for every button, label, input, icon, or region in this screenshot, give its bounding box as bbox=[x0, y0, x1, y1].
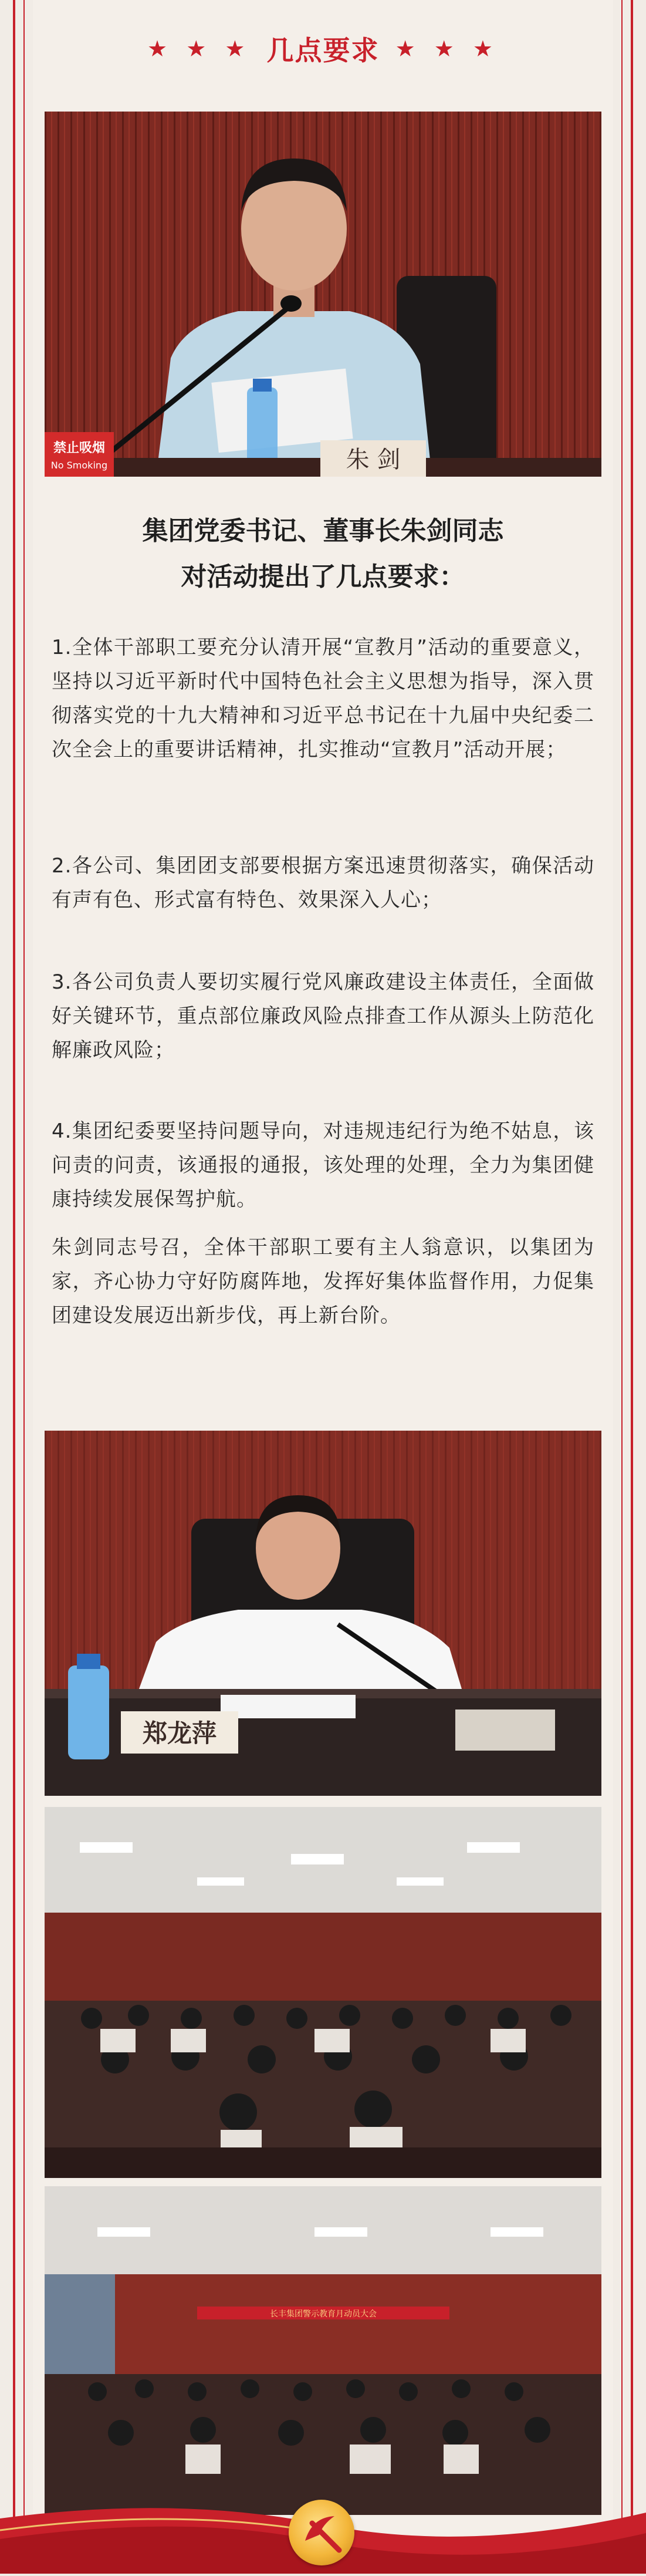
requirement-paragraph-2: 2.各公司、集团团支部要根据方案迅速贯彻落实，确保活动有声有色、形式富有特色、效果深入人心； bbox=[52, 854, 594, 912]
nameplate-zheng: 郑龙萍 bbox=[142, 1719, 217, 1748]
subheading-line1: 集团党委书记、董事长朱剑同志 bbox=[142, 516, 504, 546]
closing-paragraph: 朱剑同志号召，全体干部职工要有主人翁意识，以集团为家，齐心协力守好防腐阵地，发挥好集体监督作用，力促集团建设发展迈出新步伐，再上新台阶。 bbox=[52, 1236, 594, 1327]
meeting-banner: 长丰集团警示教育月动员大会 bbox=[270, 2309, 377, 2319]
bottom-ribbon-band bbox=[0, 2495, 646, 2574]
requirement-paragraph-4: 4.集团纪委要坚持问题导向，对违规违纪行为绝不姑息，该问责的问责，该通报的通报，该处理的处理，全力为集团健康持续发展保驾护航。 bbox=[52, 1120, 594, 1211]
nameplate-zhu: 朱 剑 bbox=[346, 446, 401, 473]
section-header bbox=[0, 29, 646, 80]
speaker-photo-zhu bbox=[45, 112, 601, 477]
subheading-line2: 对活动提出了几点要求： bbox=[181, 562, 465, 592]
no-smoking-sign-en: No Smoking bbox=[50, 460, 108, 471]
speaker-photo-zheng bbox=[45, 1431, 601, 1796]
audience-photo-1 bbox=[45, 1807, 601, 2178]
audience-photo-2 bbox=[45, 2186, 601, 2515]
section-title: 几点要求 bbox=[266, 35, 380, 66]
star-decoration-right: ★ ★ ★ bbox=[395, 36, 499, 62]
requirement-paragraph-1: 1.全体干部职工要充分认清开展“宣教月”活动的重要意义，坚持以习近平新时代中国特色社会主义思想为指导，深入贯彻落实党的十九大精神和习近平总书记在十九届中央纪委二次全会上的重要讲话精神，扎实推动“宣教月”活动开展； bbox=[52, 636, 594, 761]
party-emblem-icon bbox=[289, 2500, 354, 2565]
no-smoking-sign: 禁止吸烟 bbox=[53, 441, 106, 456]
requirement-paragraph-3: 3.各公司负责人要切实履行党风廉政建设主体责任，全面做好关键环节，重点部位廉政风险点排查工作从源头上防范化解廉政风险； bbox=[52, 970, 594, 1062]
star-decoration-left: ★ ★ ★ bbox=[147, 36, 251, 62]
